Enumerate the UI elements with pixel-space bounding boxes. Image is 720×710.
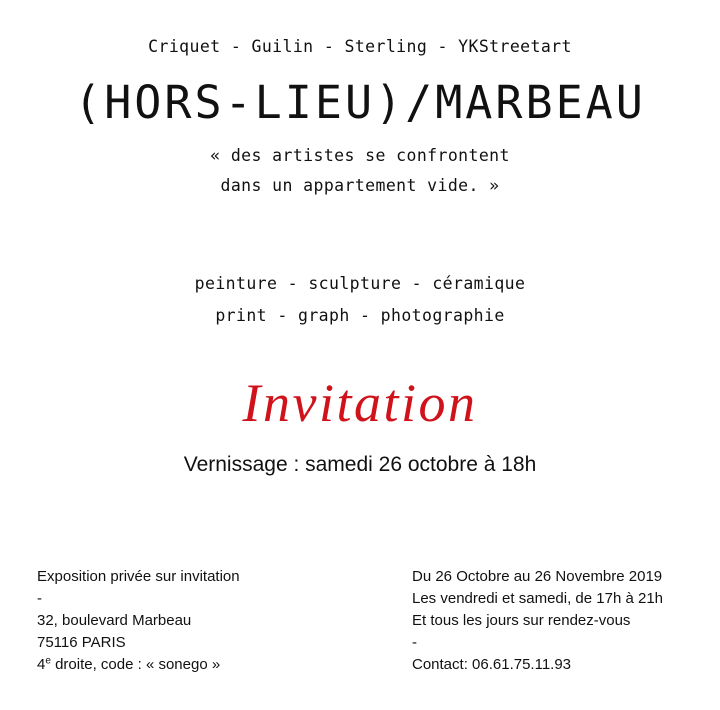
disciplines-line-2: print - graph - photographie bbox=[215, 306, 505, 325]
vernissage-date: Vernissage : samedi 26 octobre à 18h bbox=[183, 453, 537, 476]
floor-number: 4 bbox=[37, 656, 46, 673]
floor-ordinal: e bbox=[45, 655, 51, 667]
address-street: 32, boulevard Marbeau bbox=[37, 612, 192, 629]
quote-line-2: dans un appartement vide. » bbox=[220, 176, 500, 195]
floor-code-text: droite, code : « sonego » bbox=[50, 656, 221, 673]
schedule-appointment: Et tous les jours sur rendez-vous bbox=[412, 612, 631, 629]
schedule-block bbox=[412, 566, 712, 676]
invitation-heading: Invitation bbox=[242, 373, 478, 433]
quote-line-1: « des artistes se confrontent bbox=[210, 146, 510, 165]
exhibition-title: (HORS-LIEU)/MARBEAU bbox=[74, 76, 646, 129]
schedule-dates: Du 26 Octobre au 26 Novembre 2019 bbox=[412, 568, 663, 585]
schedule-hours: Les vendredi et samedi, de 17h à 21h bbox=[412, 590, 664, 607]
address-block bbox=[37, 566, 367, 676]
address-floor-code bbox=[37, 654, 367, 676]
contact-phone: Contact: 06.61.75.11.93 bbox=[412, 656, 572, 673]
address-city: 75116 PARIS bbox=[37, 634, 126, 651]
artists-list: Criquet - Guilin - Sterling - YKStreetart bbox=[148, 37, 572, 56]
address-separator: - bbox=[37, 590, 42, 607]
schedule-separator: - bbox=[412, 634, 417, 651]
address-line-private: Exposition privée sur invitation bbox=[37, 568, 240, 585]
disciplines-line-1: peinture - sculpture - céramique bbox=[194, 274, 526, 293]
